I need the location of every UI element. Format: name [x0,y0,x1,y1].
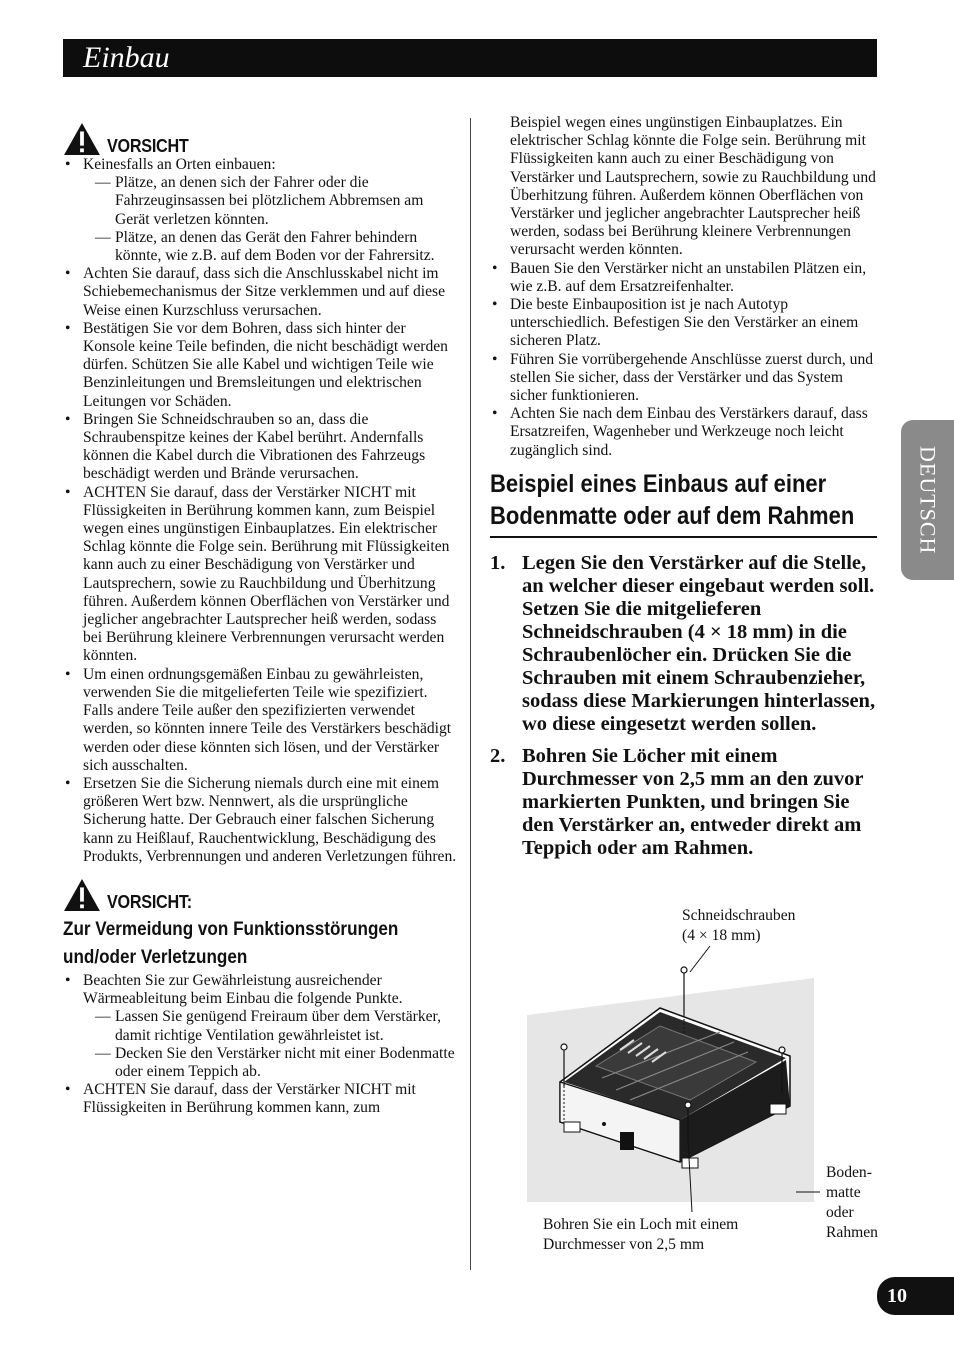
hole-label: Bohren Sie ein Loch mit einem Durchmesser von 2,5 mm [543,1216,739,1253]
left-column [63,118,458,1118]
page-number-badge [877,1277,954,1315]
list-item: • Bestätigen Sie vor dem Bohren, dass sich hinter der Konsole keine Teile befinden, die nicht beschädigt werden dürfen. Schützen Sie alle Kabel und wichtigen Teile wie Benzinleitungen und Bremsleitungen und elektrischen Leitungen vor Schäden. [63,320,458,411]
caution-subtitle: Zur Vermeidung von Funktionsstörungen und/oder Verletzungen [63,918,399,968]
sub-list-item: — Lassen Sie genügend Freiraum über dem Verstärker, damit richtige Ventilation gewährleistet ist. [83,1008,458,1044]
section-rule [490,536,877,538]
list-item: • ACHTEN Sie darauf, dass der Verstärker NICHT mit Flüssigkeiten in Berührung kommen kann, zum [63,1081,458,1117]
list-item: • Um einen ordnungsgemäßen Einbau zu gewährleisten, verwenden Sie die mitgelieferten Teile wie spezifiziert. Falls andere Teile außer den spezifizierten verwendet werden, so könnten innere Teile des Verstärkers beschädigt werden oder diese könnten sich lösen, und der Verstärker sich ausschalten. [63,666,458,775]
sub-list-item: — Plätze, an denen das Gerät den Fahrer behindern könnte, wie z.B. auf dem Boden vor der Fahrersitz. [83,229,458,265]
screws-label: Schneidschrauben (4 × 18 mm) [682,907,796,944]
language-tab-label: DEUTSCH [915,445,941,555]
page-number: 10 [887,1285,907,1307]
step-number: 2. [490,744,506,767]
sub-list-item: — Decken Sie den Verstärker nicht mit einer Bodenmatte oder einem Teppich ab. [83,1045,458,1081]
step-item [490,745,880,860]
caution-list-2 [63,972,458,1118]
sub-list [83,174,458,265]
step-text: Bohren Sie Löcher mit einem Durchmesser von 2,5 mm an den zuvor markierten Punkten, und bringen Sie den Verstärker an, entweder direkt am Teppich oder am Rahmen. [522,744,864,859]
warning-triangle-icon [63,878,101,912]
list-item: • Bauen Sie den Verstärker nicht an unstabilen Plätzen ein, wie z.B. auf dem Ersatzreifenhalter. [490,260,880,296]
list-item: • Achten Sie darauf, dass sich die Anschlusskabel nicht im Schiebemechanismus der Sitze verklemmen und auf diese Weise einen Kurzschluss verursachen. [63,265,458,320]
sub-list-item: — Plätze, an denen sich der Fahrer oder die Fahrzeuginsassen bei plötzlichem Abbremsen am Gerät verletzen könnten. [83,174,458,229]
step-text: Legen Sie den Verstärker auf die Stelle, an welcher dieser eingebaut werden soll. Setzen Sie die mitgelieferen Schneidschrauben (4 × 18 mm) in die Schraubenlöcher ein. Drücken Sie die Schrauben mit einem Schraubenzieher, sodass diese Markierungen hinterlassen, wo diese eingesetzt werden sollen. [522,551,876,735]
list-item: • Die beste Einbauposition ist je nach Autotyp unterschiedlich. Befestigen Sie den Verstärker an einem sicheren Platz. [490,296,880,351]
list-item: • Ersetzen Sie die Sicherung niemals durch eine mit einem größeren Wert bzw. Nennwert, als die ursprüngliche Sicherung hatte. Der Gebrauch einer falschen Sicherung kann zu Heißlauf, Rauchentwicklung, Beschädigung des Produkts, Verbrennungen und anderen Verletzungen führen. [63,775,458,866]
caution-heading-2 [63,878,458,912]
continued-text: Beispiel wegen eines ungünstigen Einbauplatzes. Ein elektrischer Schlag könnte die Folge sein. Berührung mit Flüssigkeiten kann auch zu einer Beschädigung von Verstärker und Lautsprechern, sowie zu Rauchbildung und Überhitzung führen. Außerdem können Oberflächen von Verstärker und jeglicher angebrachter Lautsprecher heiß werden, sodass bei Berührung kleinere Verbrennungen verursacht werden könnten. [510,114,876,259]
list-item: • Achten Sie nach dem Einbau des Verstärkers darauf, dass Ersatzreifen, Wagenheber und Werkzeuge noch leicht zugänglich sind. [490,405,880,460]
page-title: Einbau [83,41,170,74]
caution-title: VORSICHT [107,136,189,156]
list-item: • Führen Sie vorrübergehende Anschlüsse zuerst durch, und stellen Sie sicher, dass der Verstärker und das System sicher funktionieren. [490,351,880,406]
warning-triangle-icon [63,122,101,156]
column-divider [470,118,471,1270]
caution-list-3 [490,260,880,460]
list-item: • ACHTEN Sie darauf, dass der Verstärker NICHT mit Flüssigkeiten in Berührung kommen kann, zum Beispiel wegen eines ungünstigen Einbauplatzes. Ein elektrischer Schlag könnte die Folge sein. Berührung mit Flüssigkeiten kann auch zu einer Beschädigung von Verstärker und Lautsprechern, sowie zu Rauchbildung und Überhitzung führen. Außerdem können Oberflächen von Verstärker und jeglicher angebrachter Lautsprecher heiß werden, sodass bei Berührung kleinere Verbrennungen verursacht werden könnten. [63,484,458,666]
caution-list-1 [63,156,458,866]
caution-title: VORSICHT: [107,891,192,912]
list-item: • Bringen Sie Schneidschrauben so an, dass die Schraubenspitze keines der Kabel berührt. Andernfalls können die Kabel durch die Vibrationen des Fahrzeugs beschädigt werden und Brände verursachen. [63,411,458,484]
section-title: Beispiel eines Einbaus auf einer Bodenmatte oder auf dem Rahmen [490,469,855,530]
installation-figure [520,900,900,1260]
header-bar [63,39,877,77]
list-item: • Beachten Sie zur Gewährleistung ausreichender Wärmeableitung beim Einbau die folgende Punkte. — Lassen Sie genügend Freiraum über dem Verstärker, damit richtige Ventilation gewährleistet ist. — Decken Sie den Verstärker nicht mit einer Bodenmatte oder einem Teppich ab. [63,972,458,1081]
steps-list [490,552,880,860]
right-column [490,114,880,869]
language-tab [901,420,954,580]
list-item: • Keinesfalls an Orten einbauen: — Plätze, an denen sich der Fahrer oder die Fahrzeuginsassen bei plötzlichem Abbremsen am Gerät verletzen könnten. — Plätze, an denen das Gerät den Fahrer behindern könnte, wie z.B. auf dem Boden vor der Fahrersitz. [63,156,458,265]
caution-heading-1 [63,122,458,156]
step-number: 1. [490,551,506,574]
mat-label: Boden- matte oder Rahmen [826,1164,878,1241]
step-item [490,552,880,736]
sub-list [83,1008,458,1081]
